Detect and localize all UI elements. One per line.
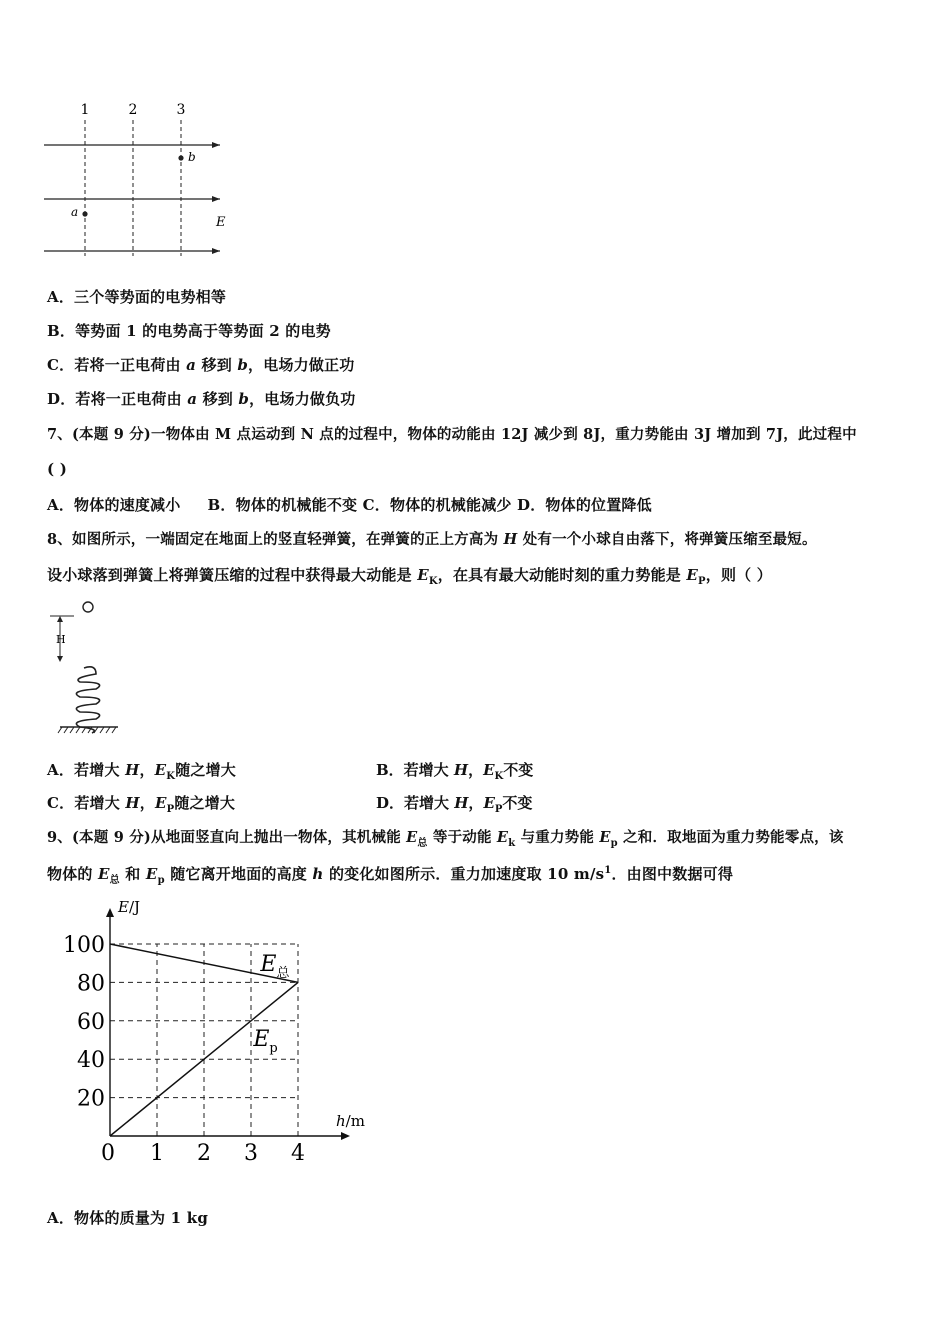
- stem-text: 之和．取地面为重力势能零点，该: [617, 829, 844, 846]
- option-text: B．若增大: [376, 761, 454, 779]
- arrow-right-icon: [212, 142, 220, 148]
- option-text: 不变: [502, 794, 533, 812]
- point-a-dot: [82, 211, 87, 216]
- var-H: H: [125, 761, 140, 779]
- var-H: H: [503, 531, 518, 548]
- option-text: 移到: [196, 356, 238, 374]
- option-text: D．若将一正电荷由: [47, 390, 188, 408]
- var-E: E: [496, 829, 509, 846]
- var-H: H: [453, 761, 469, 779]
- var-b: b: [237, 356, 249, 374]
- var-b: b: [238, 390, 250, 408]
- q8-stem-line2: [47, 564, 772, 587]
- sub-p: p: [610, 837, 618, 849]
- var-H: H: [125, 794, 140, 812]
- x-tick-label: 4: [291, 1141, 305, 1166]
- var-a: a: [187, 390, 198, 408]
- height-label: H: [56, 633, 66, 646]
- y-tick-label: 40: [77, 1048, 105, 1074]
- stem-text: 随它离开地面的高度: [164, 865, 313, 883]
- q8-option-a[interactable]: [47, 759, 236, 782]
- chart-axes: [106, 908, 350, 1140]
- option-text: C．若增大: [47, 794, 126, 812]
- spring-figure: [44, 596, 134, 736]
- y-tick-label: 80: [77, 971, 105, 997]
- stem-text: ．由图中数据可得: [611, 865, 734, 883]
- q7-options[interactable]: A．物体的速度减小 B．物体的机械能不变 C．物体的机械能减少 D．物体的位置降低: [47, 496, 652, 514]
- sub-P: P: [698, 576, 706, 587]
- stem-text: 等于动能: [427, 829, 497, 846]
- q9-stem-line1: [47, 826, 844, 849]
- option-text: 移到: [197, 390, 239, 408]
- sub-zong: 总: [417, 837, 428, 849]
- comma: ，: [139, 761, 155, 779]
- stem-text: 与重力势能: [515, 829, 600, 846]
- x-tick-label: 2: [197, 1141, 211, 1166]
- y-tick-label: 60: [77, 1009, 105, 1035]
- stem-text: 物体的: [47, 865, 99, 883]
- q9-stem-line2: [47, 863, 733, 886]
- y-tick-label: 20: [77, 1086, 105, 1112]
- option-text: D．若增大: [376, 794, 455, 812]
- series-label-e-total: $E_总$: [260, 951, 290, 981]
- var-E: E: [98, 865, 110, 883]
- plane-label-3: 3: [176, 102, 186, 118]
- sub-P: P: [166, 804, 175, 815]
- stem-text: 8、如图所示，一端固定在地面上的竖直轻弹簧，在弹簧的正上方高为: [47, 531, 504, 548]
- q6-option-a[interactable]: [47, 286, 226, 307]
- y-axis-arrow-icon: [106, 908, 114, 917]
- sub-zong: 总: [109, 875, 120, 886]
- point-b-dot: [178, 155, 183, 160]
- field-figure: [40, 96, 240, 256]
- sub-K: K: [166, 771, 176, 782]
- arrow-down-icon: [57, 656, 63, 662]
- var-E: E: [686, 566, 699, 584]
- option-text: ，电场力做负功: [249, 390, 356, 408]
- stem-text: 的变化如图所示．重力加速度取 10 m/s: [323, 865, 605, 883]
- sub-K: K: [494, 771, 504, 782]
- point-b-label: b: [188, 150, 196, 164]
- x-tick-label: 0: [101, 1141, 115, 1166]
- arrow-right-icon: [212, 196, 220, 202]
- q7-stem: 7、(本题 9 分)一物体由 M 点运动到 N 点的过程中，物体的动能由 12J 减少到 8J，重力势能由 3J 增加到 7J，此过程中: [47, 426, 857, 443]
- x-axis-label: h/m: [336, 1112, 365, 1130]
- q6-option-d[interactable]: [47, 388, 356, 409]
- option-text: 等势面 1 的电势高于等势面 2 的电势: [75, 322, 331, 340]
- point-a-label: a: [71, 205, 79, 219]
- plane-label-2: 2: [128, 102, 138, 118]
- sub-p: p: [157, 875, 165, 886]
- sub-k: k: [508, 837, 516, 849]
- var-E: E: [145, 865, 158, 883]
- var-E: E: [154, 761, 167, 779]
- var-E: E: [406, 829, 418, 846]
- q8-stem-line1: [47, 528, 817, 549]
- option-letter: A．: [47, 288, 75, 306]
- stem-text: 设小球落到弹簧上将弹簧压缩的过程中获得最大动能是: [47, 566, 418, 584]
- sup-1: 1: [604, 865, 612, 876]
- q6-option-b[interactable]: [47, 320, 331, 341]
- arrow-right-icon: [212, 248, 220, 254]
- plane-label-1: 1: [80, 102, 90, 118]
- field-label-E: E: [216, 215, 226, 230]
- sub-P: P: [494, 804, 503, 815]
- var-E: E: [417, 566, 429, 584]
- q8-option-b[interactable]: [376, 759, 533, 782]
- ball-icon: [83, 602, 93, 612]
- arrow-up-icon: [57, 616, 63, 622]
- y-axis-label: E/J: [118, 898, 141, 916]
- option-text: 不变: [503, 761, 534, 779]
- y-tick-label: 100: [63, 933, 105, 958]
- comma: ，: [468, 761, 484, 779]
- stem-text: 处有一个小球自由落下，将弹簧压缩至最短。: [517, 531, 817, 548]
- stem-text: ，在具有最大动能时刻的重力势能是: [437, 566, 687, 584]
- stem-text: 和: [119, 865, 146, 883]
- stem-text: ，则（ ）: [705, 566, 773, 584]
- var-E: E: [599, 829, 611, 846]
- option-text: 三个等势面的电势相等: [74, 288, 227, 306]
- q8-option-c[interactable]: [47, 792, 235, 815]
- stem-text: 9、(本题 9 分)从地面竖直向上抛出一物体，其机械能: [47, 829, 407, 846]
- x-tick-label: 3: [244, 1141, 258, 1166]
- var-H: H: [454, 794, 469, 812]
- var-a: a: [186, 356, 197, 374]
- chart-labels: [117, 898, 365, 1130]
- option-text: ，电场力做正功: [248, 356, 355, 374]
- option-text: A．若增大: [47, 761, 126, 779]
- q7-blank: ( ): [47, 460, 68, 478]
- option-letter: B．: [47, 322, 76, 340]
- var-E: E: [483, 794, 495, 812]
- x-tick-label: 1: [150, 1141, 164, 1166]
- option-text: C．若将一正电荷由: [47, 356, 187, 374]
- sub-K: K: [428, 576, 438, 587]
- energy-height-chart: [60, 896, 380, 1166]
- comma: ，: [139, 794, 155, 812]
- spring-coil: [76, 667, 99, 733]
- comma: ，: [468, 794, 484, 812]
- series-label-e-p: $E_p$: [253, 1026, 278, 1056]
- x-axis-arrow-icon: [341, 1132, 350, 1140]
- var-E: E: [483, 761, 495, 779]
- var-E: E: [154, 794, 167, 812]
- q6-option-c[interactable]: [47, 354, 354, 375]
- q8-option-d[interactable]: [376, 792, 532, 815]
- option-text: 随之增大: [174, 794, 236, 812]
- q9-option-a[interactable]: A．物体的质量为 1 kg: [47, 1209, 209, 1227]
- var-h: h: [312, 865, 324, 883]
- option-text: 随之增大: [175, 761, 236, 779]
